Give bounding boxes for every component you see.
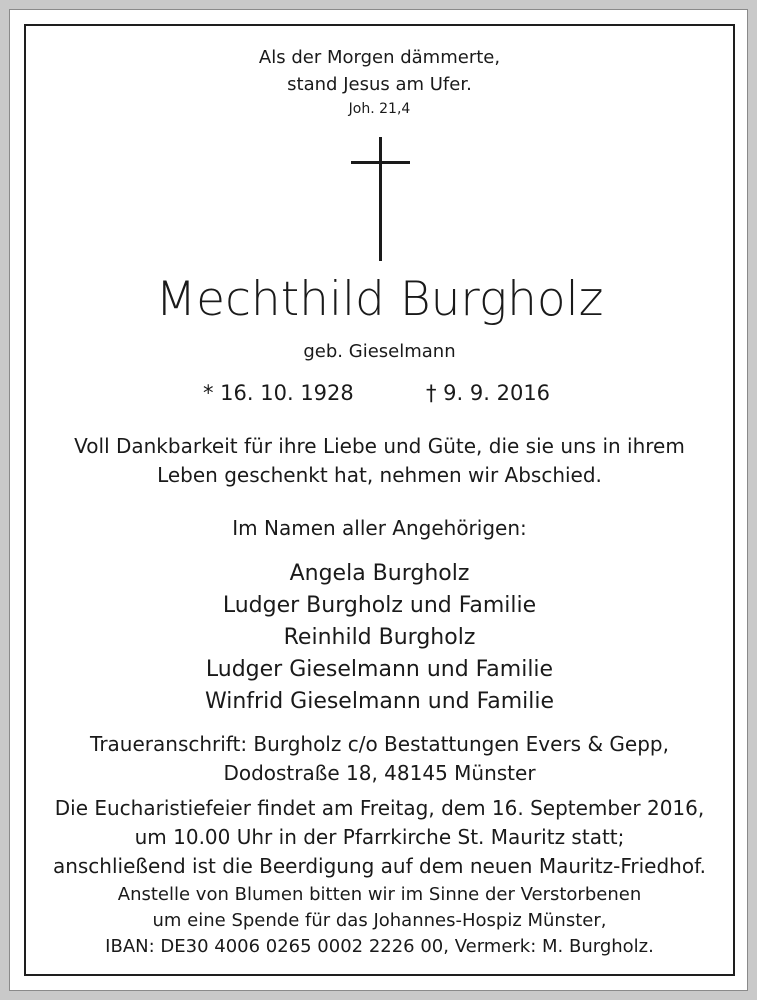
cross-vertical-bar [379,137,382,261]
verse-reference: Joh. 21,4 [348,101,411,117]
mourner-name: Reinhild Burgholz [283,625,476,650]
mourning-address [26,730,733,788]
donation-line: um eine Spende für das Johannes-Hospiz Münster, [152,910,607,931]
address-line: Traueranschrift: Burgholz c/o Bestattungen Evers & Gepp, [90,732,669,756]
donation-line: IBAN: DE30 4006 0265 0002 2226 00, Vermerk: M. Burgholz. [105,936,654,957]
mourner-name: Ludger Burgholz und Familie [222,593,537,618]
mourner-name: Ludger Gieselmann und Familie [205,657,554,682]
donation-request [26,882,733,960]
service-line: Die Eucharistiefeier findet am Freitag, dem 16. September 2016, [54,796,705,820]
service-line: anschließend ist die Beerdigung auf dem neuen Mauritz-Friedhof. [52,854,707,878]
farewell-text [26,432,733,490]
donation-line: Anstelle von Blumen bitten wir im Sinne der Verstorbenen [117,884,642,905]
deceased-name: Mechthild Burgholz [155,272,604,327]
mourners-intro: Im Namen aller Angehörigen: [232,516,527,540]
service-details [26,794,733,881]
verse-line: Als der Morgen dämmerte, [258,47,501,68]
verse-line: stand Jesus am Ufer. [287,74,472,95]
birth-date: * 16. 10. 1928 [203,381,354,405]
service-line: um 10.00 Uhr in der Pfarrkirche St. Mauritz statt; [134,825,625,849]
death-date: † 9. 9. 2016 [426,381,551,405]
obituary-notice [24,24,735,976]
farewell-line: Leben geschenkt hat, nehmen wir Abschied. [157,463,602,487]
address-line: Dodostraße 18, 48145 Münster [223,761,536,785]
farewell-line: Voll Dankbarkeit für ihre Liebe und Güte, die sie uns in ihrem [74,434,685,458]
mourner-name: Angela Burgholz [289,561,470,586]
mourners-list [26,558,733,718]
mourner-name: Winfrid Gieselmann und Familie [204,689,555,714]
bible-verse [26,44,733,98]
notice-outer-frame [9,9,748,991]
cross-horizontal-bar [351,161,410,164]
maiden-name: geb. Gieselmann [303,341,456,362]
